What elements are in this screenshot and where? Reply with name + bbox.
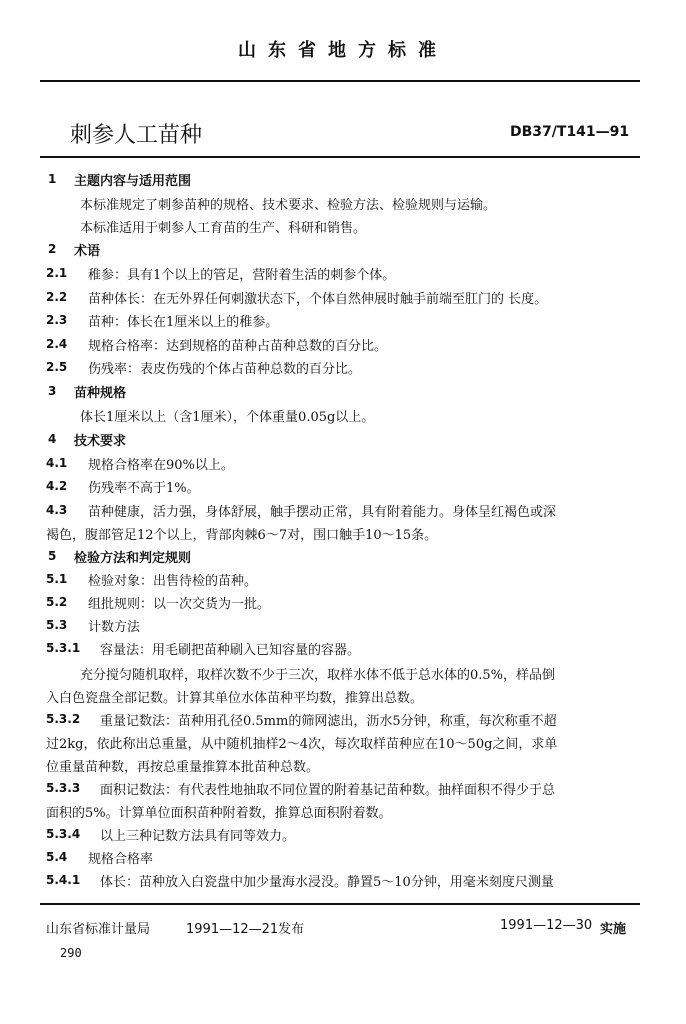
clause-text: 以上三种记数方法具有同等效力。 bbox=[100, 829, 296, 844]
paragraph: 本标准适用于刺参人工育苗的生产、科研和销售。 bbox=[80, 221, 367, 236]
clause-number: 2.5 bbox=[46, 360, 68, 374]
clause-number: 5.3 bbox=[46, 618, 68, 632]
clause-text: 苗种：体长在1厘米以上的稚参。 bbox=[88, 315, 279, 330]
section-number: 5 bbox=[48, 549, 57, 563]
clause-text: 规格合格率在90%以上。 bbox=[88, 458, 234, 473]
clause-number: 5.3.2 bbox=[46, 712, 81, 726]
section-number: 4 bbox=[48, 432, 57, 446]
clause-text: 检验对象：出售待检的苗种。 bbox=[88, 574, 258, 589]
clause-number: 2.2 bbox=[46, 290, 68, 304]
section-number: 2 bbox=[48, 242, 57, 256]
clause-number: 5.2 bbox=[46, 595, 68, 609]
section-heading: 检验方法和判定规则 bbox=[74, 551, 192, 566]
section-heading: 主题内容与适用范围 bbox=[74, 174, 192, 189]
clause-text: 苗种健康，活力强，身体舒展，触手摆动正常，具有附着能力。身体呈红褐色或深 bbox=[88, 505, 557, 520]
clause-text: 过2kg，依此称出总重量，从中随机抽样2～4次，每次取样苗种应在10～50g之间，求单 bbox=[46, 737, 558, 752]
clause-number: 5.1 bbox=[46, 572, 68, 586]
clause-text: 规格合格率：达到规格的苗种占苗种总数的百分比。 bbox=[88, 339, 388, 354]
paragraph: 本标准规定了刺参苗种的规格、技术要求、检验方法、检验规则与运输。 bbox=[80, 198, 497, 213]
paragraph: 充分搅匀随机取样，取样次数不少于三次，取样水体不低于总水体的0.5%，样品倒 bbox=[80, 668, 556, 683]
clause-text: 面积的5%。计算单位面积苗种附着数，推算总面积附着数。 bbox=[46, 806, 392, 821]
clause-number: 4.2 bbox=[46, 479, 68, 493]
clause-text: 体长：苗种放入白瓷盘中加少量海水浸没。静置5～10分钟，用毫米刻度尺测量 bbox=[100, 875, 554, 890]
issuer: 山东省标准计量局 bbox=[46, 922, 151, 937]
document-code: DB37/T141—91 bbox=[510, 124, 630, 140]
section-heading: 苗种规格 bbox=[74, 386, 127, 401]
clause-number: 4.1 bbox=[46, 456, 68, 470]
paragraph: 入白色瓷盘全部记数。计算其单位水体苗种平均数，推算出总数。 bbox=[46, 691, 424, 706]
clause-number: 2.4 bbox=[46, 337, 68, 351]
header-title: 山东省地方标准 bbox=[238, 40, 448, 61]
clause-text: 规格合格率 bbox=[88, 852, 154, 867]
clause-text: 苗种体长：在无外界任何刺激状态下，个体自然伸展时触手前端至肛门的 长度。 bbox=[88, 292, 548, 307]
clause-text: 组批规则：以一次交货为一批。 bbox=[88, 597, 271, 612]
clause-number: 2.1 bbox=[46, 266, 68, 280]
clause-number: 2.3 bbox=[46, 313, 68, 327]
page-number: 290 bbox=[60, 946, 82, 960]
clause-text: 褐色，腹部管足12个以上，背部肉棘6～7对，围口触手10～15条。 bbox=[46, 528, 438, 543]
clause-text: 伤残率：表皮伤残的个体占苗种总数的百分比。 bbox=[88, 362, 362, 377]
clause-text: 稚参：具有1个以上的管足，营附着生活的刺参个体。 bbox=[88, 268, 396, 283]
clause-text: 容量法：用毛刷把苗种刷入已知容量的容器。 bbox=[100, 643, 361, 658]
title-rule bbox=[40, 156, 640, 158]
clause-number: 5.3.4 bbox=[46, 827, 81, 841]
clause-number: 5.3.3 bbox=[46, 781, 81, 795]
document-title: 刺参人工苗种 bbox=[70, 123, 203, 148]
clause-text: 位重量苗种数，再按总重量推算本批苗种总数。 bbox=[46, 760, 320, 775]
clause-number: 5.4.1 bbox=[46, 873, 81, 887]
clause-text: 重量记数法：苗种用孔径0.5mm的筛网滤出，沥水5分钟，称重，每次称重不超 bbox=[100, 714, 557, 729]
issue-date: 1991—12—21发布 bbox=[186, 922, 305, 937]
clause-number: 4.3 bbox=[46, 503, 68, 517]
footer-rule bbox=[40, 903, 640, 905]
section-number: 1 bbox=[48, 172, 57, 186]
section-heading: 术语 bbox=[74, 244, 101, 259]
section-number: 3 bbox=[48, 384, 57, 398]
paragraph: 体长1厘米以上（含1厘米），个体重量0.05g以上。 bbox=[80, 410, 375, 425]
clause-number: 5.4 bbox=[46, 850, 68, 864]
clause-number: 5.3.1 bbox=[46, 641, 81, 655]
clause-text: 面积记数法：有代表性地抽取不同位置的附着基记苗种数。抽样面积不得少于总 bbox=[100, 783, 556, 798]
clause-text: 计数方法 bbox=[88, 620, 141, 635]
section-heading: 技术要求 bbox=[74, 434, 127, 449]
header-rule bbox=[40, 80, 640, 82]
clause-text: 伤残率不高于1%。 bbox=[88, 481, 200, 496]
implementation-date: 1991—12—30 bbox=[500, 918, 593, 933]
implementation-label: 实施 bbox=[600, 922, 627, 937]
